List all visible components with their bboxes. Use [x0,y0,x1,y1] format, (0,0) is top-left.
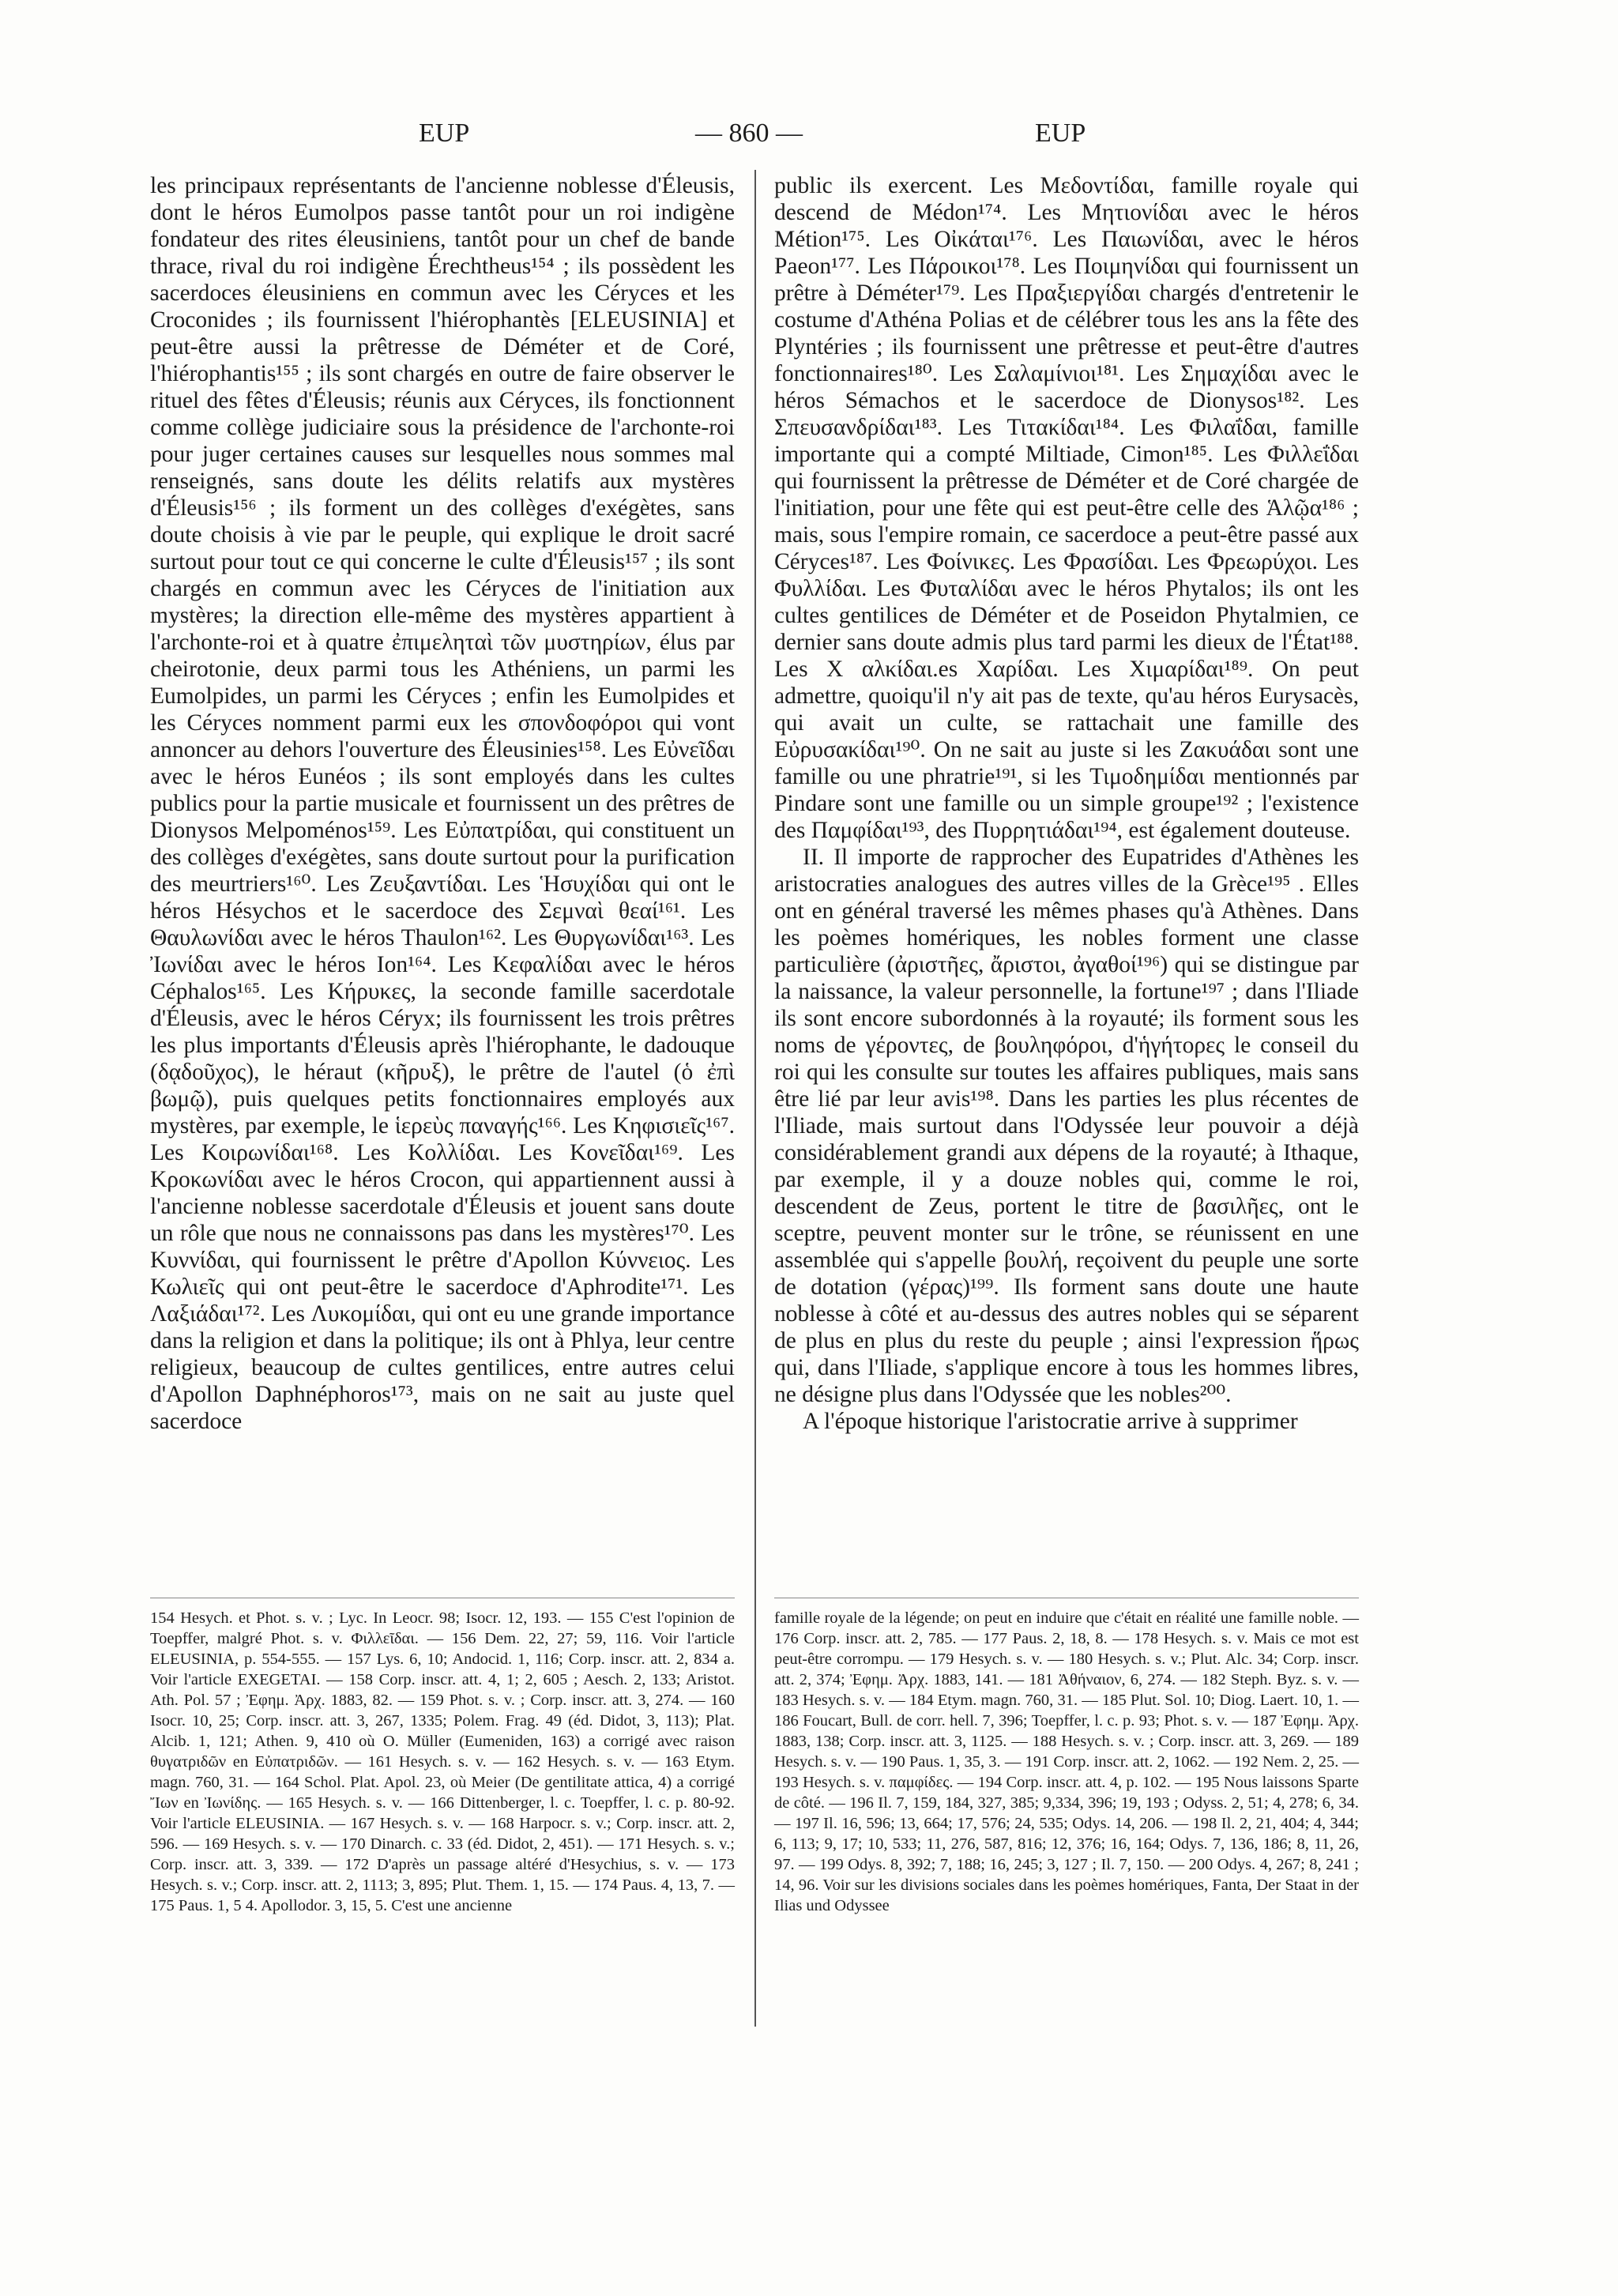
left-text-column [150,172,735,1435]
header-left-entry: EUP [419,119,470,148]
right-text-column [774,172,1359,1435]
page-number: — 860 — [695,119,803,148]
right-column-paragraph-3: A l'époque historique l'aristocratie arrive à supprimer [803,1409,1298,1434]
footnotes-left: 154 Hesych. et Phot. s. v. ; Lyc. In Leocr. 98; Isocr. 12, 193. — 155 C'est l'opinion de Toepffer, malgré Phot. s. v. Φιλλεῖδαι. — 156 Dem. 22, 27; 59, 116. Voir l'article ELEUSINIA, p. 554-555. — 157 Lys. 6, 10; Andocid. 1, 116; Corp. inscr. att. 2, 834 a. Voir l'article EXEGETAI. — 158 Corp. inscr. att. 4, 1; 2, 605 ; Aesch. 2, 133; Aristot. Ath. Pol. 57 ; Ἐφημ. Ἀρχ. 1883, 82. — 159 Phot. s. v. ; Corp. inscr. att. 3, 274. — 160 Isocr. 10, 25; Corp. inscr. att. 3, 267, 1335; Polem. Frag. 49 (éd. Didot, 3, 113); Plat. Alcib. 1, 121; Athen. 9, 410 où O. Müller (Eumeniden, 163) a corrigé avec raison θυγατριδῶν en Εὐπατριδῶν. — 161 Hesych. s. v. — 162 Hesych. s. v. — 163 Etym. magn. 760, 31. — 164 Schol. Plat. Apol. 23, où Meier (De gentilitate attica, 4) a corrigé Ἴων en Ἰωνίδης. — 165 Hesych. s. v. — 166 Dittenberger, l. c. Toepffer, l. c. p. 80-92. Voir l'article ELEUSINIA. — 167 Hesych. s. v. — 168 Harpocr. s. v.; Corp. inscr. att. 2, 596. — 169 Hesych. s. v. — 170 Dinarch. c. 33 (éd. Didot, 2, 451). — 171 Hesych. s. v.; Corp. inscr. att. 3, 339. — 172 D'après un passage altéré d'Hesychius, s. v. — 173 Hesych. s. v.; Corp. inscr. att. 2, 1113; 3, 895; Plut. Them. 1, 15. — 174 Paus. 4, 13, 7. — 175 Paus. 1, 5 4. Apollodor. 3, 15, 5. C'est une ancienne [150,1609,735,1914]
left-column-paragraph: les principaux représentants de l'ancienne noblesse d'Éleusis, dont le héros Eumolpos passe tantôt pour un roi indigène fondateur des rites éleusiniens, tantôt pour un chef de bande thrace, rival du roi indigène Érechtheus¹⁵⁴ ; ils possèdent les sacerdoces éleusiniens en commun avec les Céryces et les Croconides ; ils fournissent l'hiérophantès [ELEUSINIA] et peut-être aussi la prêtresse de Déméter et de Coré, l'hiérophantis¹⁵⁵ ; ils sont chargés en outre de faire observer le rituel des fêtes d'Éleusis; réunis aux Céryces, ils fonctionnent comme collège judiciaire sous la présidence de l'archonte-roi pour juger certaines causes sur lesquelles nous sommes mal renseignés, sans doute les délits relatifs aux mystères d'Éleusis¹⁵⁶ ; ils forment un des collèges d'exégètes, sans doute choisis à vie par le peuple, qui explique le droit sacré surtout pour tout ce qui concerne le culte d'Éleusis¹⁵⁷ ; ils sont chargés en commun avec les Céryces de l'initiation aux mystères; la direction elle-même des mystères appartient à l'archonte-roi et à quatre ἐπιμεληταὶ τῶν μυστηρίων, élus par cheirotonie, deux parmi tous les Athéniens, un parmi les Eumolpides, un parmi les Céryces ; enfin les Eumolpides et les Céryces nomment parmi eux les σπονδοφόροι qui vont annoncer au dehors l'ouverture des Éleusinies¹⁵⁸. Les Εὐνεῖδαι avec le héros Eunéos ; ils sont employés dans les cultes publics pour la partie musicale et fournissent un des prêtres de Dionysos Melpoménos¹⁵⁹. Les Εὐπατρίδαι, qui constituent un des collèges d'exégètes, sans doute surtout pour la purification des meurtriers¹⁶⁰. Les Ζευξαντίδαι. Les Ἡσυχίδαι qui ont le héros Hésychos et le sacerdoce des Σεμναὶ θεαί¹⁶¹. Les Θαυλωνίδαι avec le héros Thaulon¹⁶². Les Θυργωνίδαι¹⁶³. Les Ἰωνίδαι avec le héros Ion¹⁶⁴. Les Κεφαλίδαι avec le héros Céphalos¹⁶⁵. Les Κήρυκες, la seconde famille sacerdotale d'Éleusis, avec le héros Céryx; ils fournissent les trois prêtres les plus importants d'Éleusis après l'hiérophante, le dadouque (δᾳδοῦχος), le héraut (κῆρυξ), le prêtre de l'autel (ὁ ἐπὶ βωμῷ), puis quelques petits fonctionnaires employés aux mystères, par exemple, le ἱερεὺς παναγής¹⁶⁶. Les Κηφισιεῖς¹⁶⁷. Les Κοιρωνίδαι¹⁶⁸. Les Κολλίδαι. Les Κονεῖδαι¹⁶⁹. Les Κροκωνίδαι avec le héros Crocon, qui appartiennent aussi à l'ancienne noblesse sacerdotale d'Éleusis et jouent sans doute un rôle que nous ne connaissons pas dans les mystères¹⁷⁰. Les Κυννίδαι, qui fournissent le prêtre d'Apollon Κύννειος. Les Κωλιεῖς qui ont peut-être le sacerdoce d'Aphrodite¹⁷¹. Les Λαξιάδαι¹⁷². Les Λυκομίδαι, qui ont eu une grande importance dans la religion et dans la politique; ils ont à Phlya, leur centre religieux, beaucoup de cultes gentilices, entre autres celui d'Apollon Daphnéphoros¹⁷³, mais on ne sait au juste quel sacerdoce [150,173,735,1434]
header-right-entry: EUP [1035,119,1086,148]
right-column-paragraph-1: public ils exercent. Les Μεδοντίδαι, famille royale qui descend de Médon¹⁷⁴. Les Μητιονίδαι avec le héros Métion¹⁷⁵. Les Οἰκάται¹⁷⁶. Les Παιωνίδαι, avec le héros Paeon¹⁷⁷. Les Πάροικοι¹⁷⁸. Les Ποιμηνίδαι qui fournissent un prêtre à Déméter¹⁷⁹. Les Πραξιεργίδαι chargés d'entretenir le costume d'Athéna Polias et de célébrer tous les ans la fête des Plyntéries ; ils fournissent une prêtresse et peut-être d'autres fonctionnaires¹⁸⁰. Les Σαλαμίνιοι¹⁸¹. Les Σημαχίδαι avec le héros Sémachos et le sacerdoce de Dionysos¹⁸². Les Σπευσανδρίδαι¹⁸³. Les Τιτακίδαι¹⁸⁴. Les Φιλαΐδαι, famille importante qui a compté Miltiade, Cimon¹⁸⁵. Les Φιλλεΐδαι qui fournissent la prêtresse de Déméter et de Coré chargée de l'initiation, pour une fête qui est peut-être celle des Ἁλῷα¹⁸⁶ ; mais, sous l'empire romain, ce sacerdoce a peut-être passé aux Céryces¹⁸⁷. Les Φοίνικες. Les Φρασίδαι. Les Φρεωρύχοι. Les Φυλλίδαι. Les Φυταλίδαι avec le héros Phytalos; ils ont les cultes gentilices de Déméter et de Poseidon Phytalmien, ce dernier sans doute admis plus tard parmi les dieux de l'État¹⁸⁸. Les Χ αλκίδαι.es Χαρίδαι. Les Χιμαρίδαι¹⁸⁹. On peut admettre, quoiqu'il n'y ait pas de texte, qu'au héros Eurysacès, qui avait un culte, se rattachait une famille des Εὐρυσακίδαι¹⁹⁰. On ne sait au juste si les Ζακυάδαι sont une famille ou une phratrie¹⁹¹, si les Τιμοδημίδαι mentionnés par Pindare sont une famille ou un simple groupe¹⁹² ; l'existence des Παμφίδαι¹⁹³, des Πυρρητιάδαι¹⁹⁴, est également douteuse. [774,173,1359,843]
footnotes-right: famille royale de la légende; on peut en induire que c'était en réalité une famille noble. — 176 Corp. inscr. att. 2, 785. — 177 Paus. 2, 18, 8. — 178 Hesych. s. v. Mais ce mot est peut-être corrompu. — 179 Hesych. s. v. — 180 Hesych. s. v.; Plut. Alc. 34; Corp. inscr. att. 2, 374; Ἐφημ. Ἀρχ. 1883, 141. — 181 Ἀθήναιον, 6, 274. — 182 Steph. Byz. s. v. — 183 Hesych. s. v. — 184 Etym. magn. 760, 31. — 185 Plut. Sol. 10; Diog. Laert. 10, 1. — 186 Foucart, Bull. de corr. hell. 7, 396; Toepffer, l. c. p. 93; Phot. s. v. — 187 Ἐφημ. Ἀρχ. 1883, 138; Corp. inscr. att. 3, 1125. — 188 Hesych. s. v. ; Corp. inscr. att. 3, 269. — 189 Hesych. s. v. — 190 Paus. 1, 35, 3. — 191 Corp. inscr. att. 2, 1062. — 192 Nem. 2, 25. — 193 Hesych. s. v. παμφίδες. — 194 Corp. inscr. att. 4, p. 102. — 195 Nous laissons Sparte de côté. — 196 Il. 7, 159, 184, 327, 385; 9,334, 396; 19, 193 ; Odyss. 2, 51; 4, 278; 6, 34. — 197 Il. 16, 596; 13, 664; 17, 576; 24, 535; Odys. 14, 206. — 198 Il. 2, 21, 404; 4, 344; 6, 113; 9, 17; 10, 533; 11, 276, 587, 816; 12, 376; 16, 164; Odys. 7, 136, 186; 8, 11, 26, 97. — 199 Odys. 8, 392; 7, 188; 16, 245; 3, 127 ; Il. 7, 150. — 200 Odys. 4, 267; 8, 241 ; 14, 96. Voir sur les divisions sociales dans les poèmes homériques, Fanta, Der Staat in der Ilias und Odyssee [774,1609,1359,1914]
right-column-paragraph-2: II. Il importe de rapprocher des Eupatrides d'Athènes les aristocraties analogues des autres villes de la Grèce¹⁹⁵ . Elles ont en général traversé les mêmes phases qu'à Athènes. Dans les poèmes homériques, les nobles forment une classe particulière (ἀριστῆες, ἄριστοι, ἀγαθοί¹⁹⁶) qui se distingue par la naissance, la valeur personnelle, la fortune¹⁹⁷ ; dans l'Iliade ils sont encore subordonnés à la royauté; ils forment sous les noms de γέροντες, de βουληφόροι, d'ἡγήτορες le conseil du roi qui les consulte sur toutes les affaires publiques, mais sans être lié par leur avis¹⁹⁸. Dans les parties les plus récentes de l'Iliade, mais surtout dans l'Odyssée leur pouvoir a déjà considérablement grandi aux dépens de la royauté; à Ithaque, par exemple, il y a douze nobles qui, comme le roi, descendent de Zeus, portent le titre de βασιλῆες, ont le sceptre, peuvent monter sur le trône, se réunissent en une assemblée qui s'appelle βουλή, reçoivent du peuple une sorte de dotation (γέρας)¹⁹⁹. Ils forment sans doute une haute noblesse à côté et au-dessus des autres nobles qui se séparent de plus en plus du reste du peuple ; ainsi l'expression ἥρως qui, dans l'Iliade, s'applique encore à tous les hommes libres, ne désigne plus dans l'Odyssée que les nobles²⁰⁰. [774,845,1359,1407]
running-header [0,119,1618,158]
column-divider [754,170,756,2027]
